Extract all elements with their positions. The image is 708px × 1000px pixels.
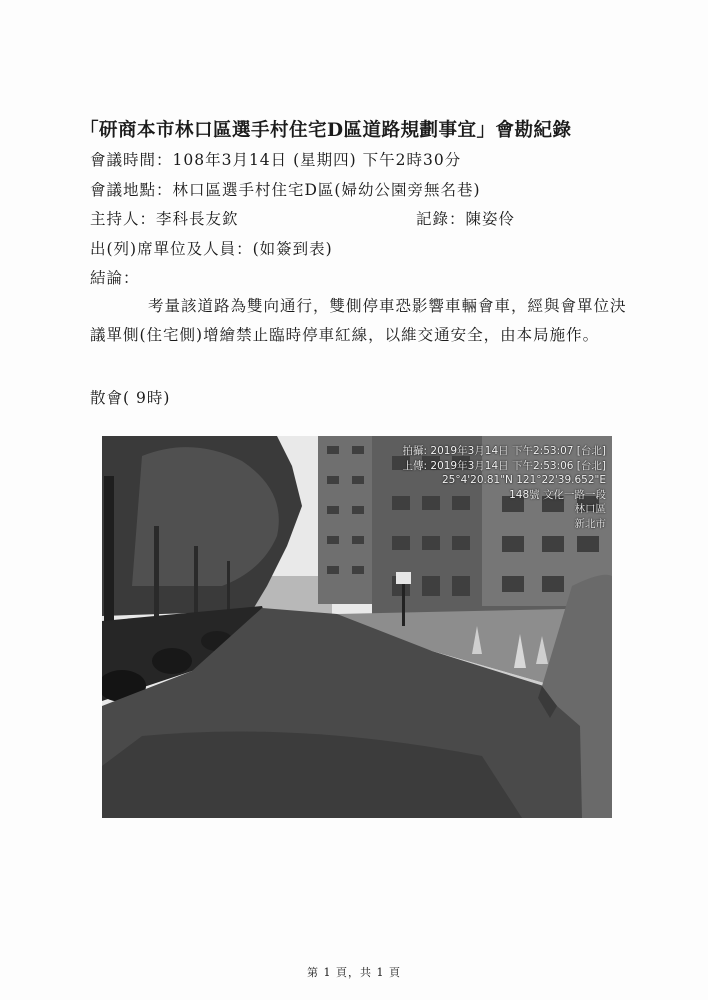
photo-timestamp-overlay bbox=[403, 444, 606, 531]
stamp-line: 148號 文化一路一段 bbox=[509, 488, 606, 501]
adjourn-note: 散會( 9時) bbox=[90, 389, 171, 407]
site-photo bbox=[102, 436, 612, 818]
stamp-line: 上傳: 2019年3月14日 下午2:53:06 [台北] bbox=[402, 459, 606, 472]
meeting-place: 會議地點：林口區選手村住宅D區(婦幼公園旁無名巷) bbox=[90, 181, 481, 199]
conclusion-paragraph bbox=[90, 292, 630, 350]
stamp-line: 新北市 bbox=[574, 517, 606, 530]
conclusion-text: 考量該道路為雙向通行，雙側停車恐影響車輛會車，經與會單位決議單側(住宅側)增繪禁止臨時停車紅線，以維交通安全，由本局施作。 bbox=[90, 297, 627, 344]
meeting-time: 會議時間：108年3月14日 (星期四) 下午2時30分 bbox=[90, 151, 462, 169]
meeting-recorder: 記錄：陳姿伶 bbox=[416, 210, 516, 228]
stamp-line: 林口區 bbox=[574, 503, 606, 515]
meeting-host: 主持人：李科長友欽 bbox=[90, 210, 239, 228]
page-number: 第 1 頁，共 1 頁 bbox=[307, 966, 401, 979]
stamp-line: 25°4'20.81"N 121°22'39.652"E bbox=[441, 474, 606, 486]
meeting-attendees: 出(列)席單位及人員：(如簽到表) bbox=[90, 240, 333, 258]
stamp-line: 拍攝: 2019年3月14日 下午2:53:07 [台北] bbox=[402, 445, 606, 457]
document-title: 「研商本市林口區選手村住宅D區道路規劃事宜」會勘紀錄 bbox=[80, 120, 572, 141]
conclusion-label: 結論： bbox=[90, 269, 140, 287]
